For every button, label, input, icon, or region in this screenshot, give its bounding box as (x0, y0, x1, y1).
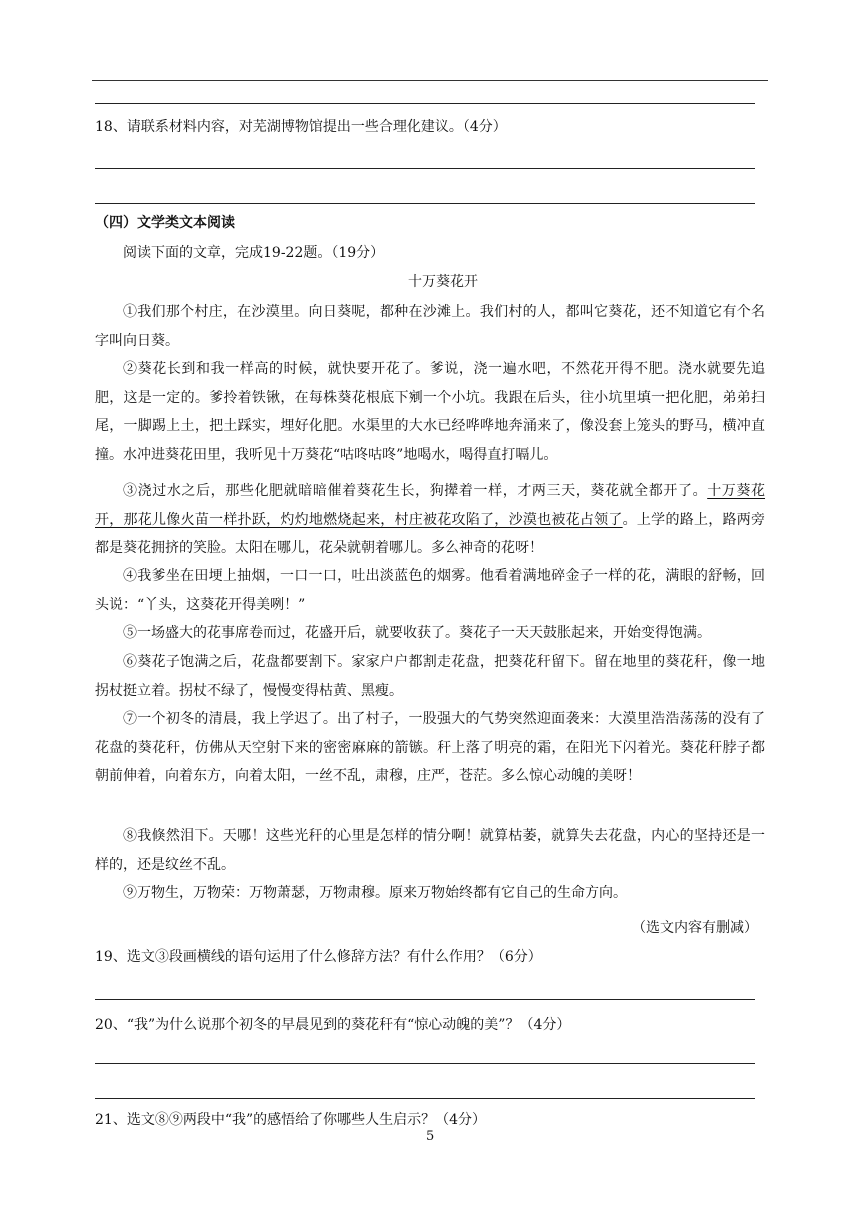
paragraph-9: ⑨万物生，万物荣：万物萧瑟，万物肃穆。原来万物始终都有它自己的生命方向。 (123, 885, 627, 901)
paragraph-3-start: ③浇过水之后，那些化肥就暗暗催着葵花生长，狗撵着一样，才两三天，葵花就全都开了。 (123, 483, 708, 499)
question-20: 20、“我”为什么说那个初冬的早晨见到的葵花秆有“惊心动魄的美”？（4分） (95, 1017, 571, 1033)
paragraph-4: ④我爹坐在田埂上抽烟，一口一口，吐出淡蓝色的烟雾。他看着满地碎金子一样的花，满眼的舒畅，回头说：“丫头，这葵花开得美咧！” (95, 568, 765, 613)
page-number: 5 (426, 1129, 435, 1144)
section-heading: （四）文学类文本阅读 (95, 215, 235, 231)
paragraph-7: ⑦一个初冬的清晨，我上学迟了。出了村子，一股强大的气势突然迎面袭来：大漠里浩浩荡荡的没有了花盘的葵花秆，仿佛从天空射下来的密密麻麻的箭镞。秆上落了明亮的霜，在阳光下闪着光。葵花秆脖子都朝前伸着，向着东方，向着太阳，一丝不乱，肃穆，庄严，苍茫。多么惊心动魄的美呀！ (95, 711, 765, 784)
paragraph-3 (95, 477, 765, 563)
paragraph-3-end: 。上学的路上，路两旁都是葵花拥挤的笑脸。太阳在哪儿，花朵就朝着哪儿。多么神奇的花呀！ (95, 511, 766, 556)
reading-instructions: 阅读下面的文章，完成19-22题。（19分） (123, 245, 385, 261)
article-title: 十万葵花开 (408, 274, 478, 290)
answer-line (95, 103, 755, 104)
question-21: 21、选文⑧⑨两段中“我”的感悟给了你哪些人生启示？（4分） (95, 1112, 487, 1128)
answer-line (95, 203, 755, 204)
answer-line (95, 1063, 755, 1064)
question-18: 18、请联系材料内容，对芜湖博物馆提出一些合理化建议。（4分） (95, 119, 507, 135)
question-19: 19、选文③段画横线的语句运用了什么修辞方法？有什么作用？（6分） (95, 949, 542, 965)
paragraph-8: ⑧我倏然泪下。天哪！这些光秆的心里是怎样的情分啊！就算枯萎，就算失去花盘，内心的坚持还是一样的，还是纹丝不乱。 (95, 828, 765, 873)
paragraph-6: ⑥葵花子饱满之后，花盘都要割下。家家户户都割走花盘，把葵花秆留下。留在地里的葵花秆，像一地拐杖挺立着。拐杖不绿了，慢慢变得枯黄、黑瘦。 (95, 654, 765, 699)
answer-line (95, 168, 755, 169)
paragraph-5: ⑤一场盛大的花事席卷而过，花盛开后，就要收获了。葵花子一天天鼓胀起来，开始变得饱满。 (123, 625, 711, 641)
header-rule (92, 80, 768, 81)
answer-line (95, 1098, 755, 1099)
excerpt-note: （选文内容有删减） (632, 920, 758, 936)
answer-line (95, 999, 755, 1000)
underlined-sentence: 十万葵花开，那花儿像火苗一样扑跃，灼灼地燃烧起来，村庄被花攻陷了，沙漠也被花占领了 (95, 483, 766, 528)
paragraph-2: ②葵花长到和我一样高的时候，就快要开花了。爹说，浇一遍水吧，不然花开得不肥。浇水就要先追肥，这是一定的。爹拎着铁锹，在每株葵花根底下剜一个小坑。我跟在后头，往小坑里填一把化肥，弟弟扫尾，一脚踢上土，把土踩实，埋好化肥。水渠里的大水已经哗哗地奔涌来了，像没套上笼头的野马，横冲直撞。水冲进葵花田里，我听见十万葵花“咕咚咕咚”地喝水，喝得直打嗝儿。 (95, 361, 765, 463)
paragraph-1: ①我们那个村庄，在沙漠里。向日葵呢，都种在沙滩上。我们村的人，都叫它葵花，还不知道它有个名字叫向日葵。 (95, 304, 765, 349)
